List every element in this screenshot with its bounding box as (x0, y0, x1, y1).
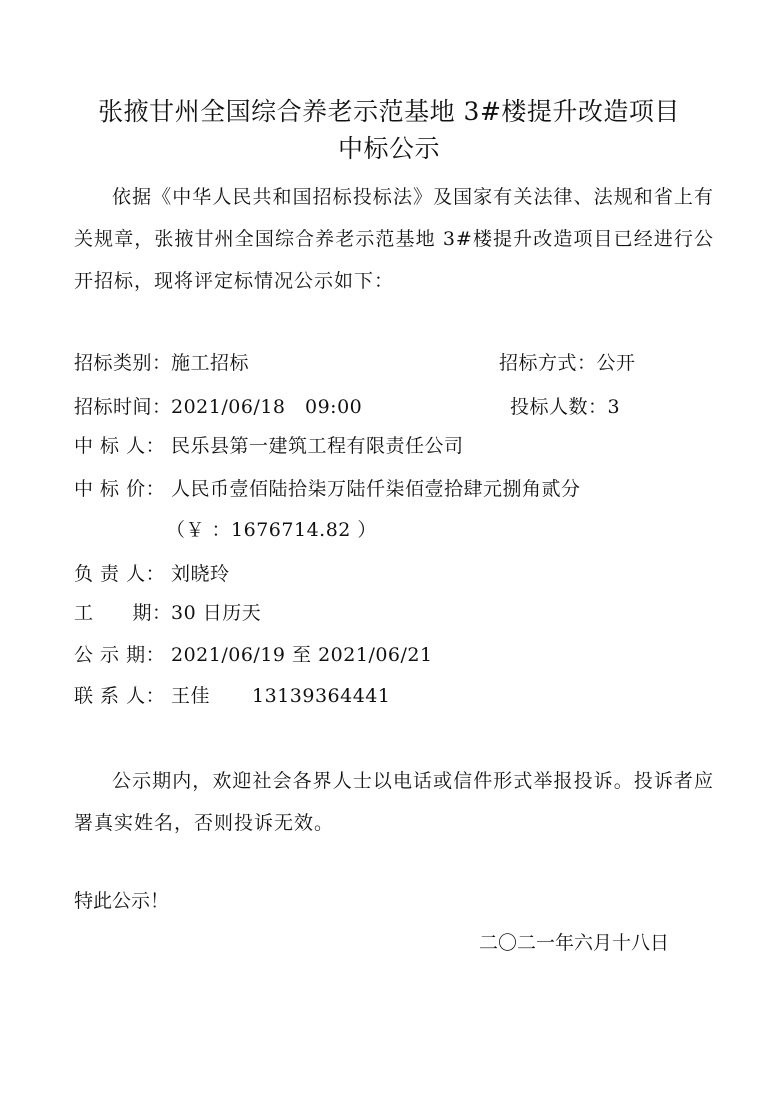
document-title-line2: 中标公示 (337, 134, 440, 163)
contact-label: 联 系 人： (74, 685, 166, 707)
document-date: 二〇二一年六月十八日 (479, 932, 670, 954)
manager-row (74, 561, 230, 587)
winner-label: 中 标 人： (74, 435, 166, 457)
bidder-count-value: 3 (607, 396, 621, 418)
bid-time-label: 招标时间： (74, 396, 172, 418)
price-numeric: （￥ ：1676714.82 ） (166, 519, 377, 541)
manager-value: 刘晓玲 (171, 563, 230, 585)
contact-name: 王佳 (171, 685, 211, 707)
notice-period-row (74, 642, 433, 668)
bidder-count-label: 投标人数： (510, 396, 608, 418)
price-value: 人民币壹佰陆拾柒万陆仟柒佰壹拾肆元捌角贰分 (171, 478, 581, 500)
bid-type-row (74, 350, 249, 376)
manager-label: 负 责 人： (74, 563, 166, 585)
bid-time-row (74, 394, 362, 420)
contact-phone: 13139364441 (252, 685, 391, 707)
contact-row (74, 683, 391, 709)
bid-method-label: 招标方式： (499, 352, 597, 374)
bid-time-value: 2021/06/18 09:00 (171, 396, 363, 418)
document-title-line1: 张掖甘州全国综合养老示范基地 3#楼提升改造项目 (98, 97, 680, 126)
notice-period-value: 2021/06/19 至 2021/06/21 (171, 644, 433, 666)
duration-value: 30 日历天 (171, 602, 262, 624)
price-row (74, 476, 581, 502)
bid-type-value: 施工招标 (171, 352, 250, 374)
bid-type-label: 招标类别： (74, 352, 172, 374)
bidder-count-row (510, 394, 620, 420)
closing-statement: 特此公示！ (74, 890, 170, 912)
complaint-paragraph: 公示期内，欢迎社会各界人士以电话或信件形式举报投诉。投诉者应署真实姓名，否则投诉无效。 (74, 770, 714, 834)
winner-row (74, 433, 464, 459)
duration-row (74, 600, 261, 626)
notice-period-label: 公 示 期： (74, 644, 166, 666)
winner-value: 民乐县第一建筑工程有限责任公司 (171, 435, 464, 457)
duration-label: 工 期： (74, 602, 172, 624)
bid-method-row (499, 350, 636, 376)
price-label: 中 标 价： (74, 478, 166, 500)
intro-paragraph: 依据《中华人民共和国招标投标法》及国家有关法律、法规和省上有关规章，张掖甘州全国综合养老示范基地 3#楼提升改造项目已经进行公开招标，现将评定标情况公示如下： (74, 186, 714, 292)
bid-method-value: 公开 (596, 352, 636, 374)
